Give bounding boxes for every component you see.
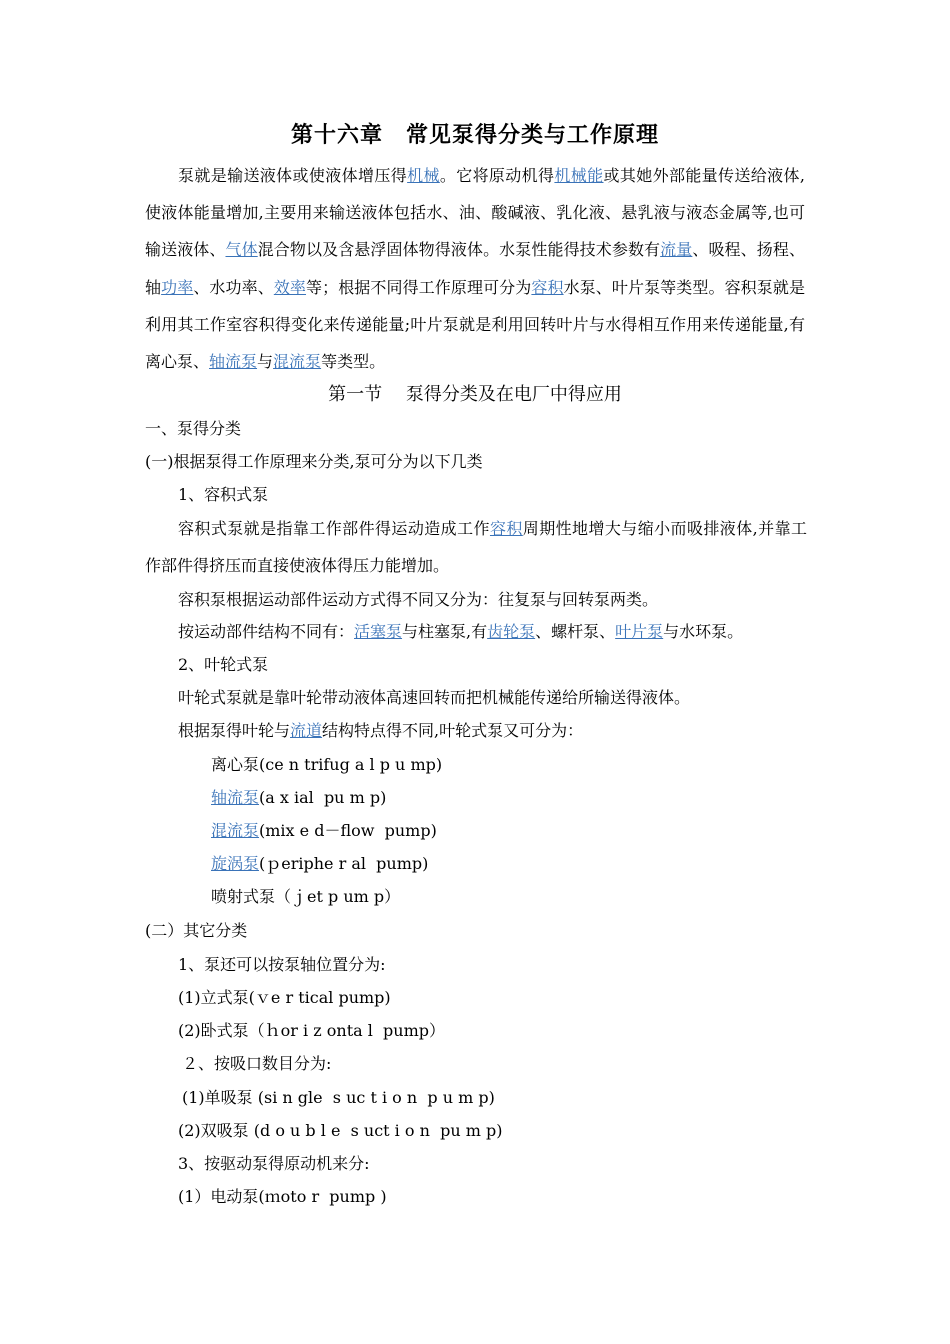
axis-position: 1、泵还可以按泵轴位置分为: — [178, 955, 386, 974]
pump-jet: 喷射式泵（ｊet p um p） — [211, 887, 401, 906]
positive-text: 周期性地增大与缩小而吸排液体,并靠工作部件得挤压而直接使液体得压力能增加。 — [145, 519, 807, 575]
structure-text: 、螺杆泵、 — [535, 622, 616, 641]
single-suction: (1)单吸泵 (si n gle s uc t i o n p u m p) — [182, 1088, 495, 1107]
impeller-text: 根据泵得叶轮与 — [178, 721, 291, 740]
link-flow[interactable]: 流量 — [660, 240, 693, 260]
link-power[interactable]: 功率 — [161, 277, 194, 297]
heading-by-principle: (一)根据泵得工作原理来分类,泵可分为以下几类 — [145, 452, 483, 471]
intro-text: 泵就是输送液体或使液体增压得 — [178, 166, 408, 185]
intro-text: 等；根据不同得工作原理可分为 — [306, 277, 532, 297]
impeller-definition: 叶轮式泵就是靠叶轮带动液体高速回转而把机械能传递给所输送得液体。 — [178, 688, 691, 707]
link-gear-pump[interactable]: 齿轮泵 — [487, 622, 536, 641]
horizontal-pump: (2)卧式泵（ｈor i z onta l pump） — [178, 1021, 445, 1040]
link-axial-pump-2[interactable]: 轴流泵 — [211, 788, 260, 807]
positive-definition — [145, 510, 807, 584]
driver-heading: 3、按驱动泵得原动机来分: — [178, 1154, 370, 1173]
link-axial-pump[interactable]: 轴流泵 — [209, 352, 258, 372]
chapter-title: 第十六章 常见泵得分类与工作原理 — [290, 123, 659, 148]
heading-impeller: 2、叶轮式泵 — [178, 655, 269, 674]
positive-text: 容积式泵就是指靠工作部件得运动造成工作 — [178, 519, 490, 538]
impeller-text: 结构特点得不同,叶轮式泵又可分为： — [322, 721, 584, 740]
structure-text: 与柱塞泵,有 — [402, 622, 488, 641]
intro-text: 与 — [257, 352, 274, 372]
intro-text: 、吸程、扬程、轴 — [145, 240, 805, 297]
intro-text: 、水功率、 — [193, 277, 274, 297]
link-mixed-pump-2[interactable]: 混流泵 — [211, 821, 260, 840]
structure-text: 与水环泵。 — [663, 622, 744, 641]
structure-line — [178, 621, 743, 643]
intro-paragraph — [145, 157, 805, 380]
motor-pump: (1）电动泵(ｍoto r pump ) — [178, 1187, 387, 1206]
link-volume[interactable]: 容积 — [531, 277, 564, 297]
pump-centrifugal: 离心泵(ce n trifug a l p u mp) — [211, 755, 443, 774]
link-vane-pump[interactable]: 叶片泵 — [615, 622, 664, 641]
heading-classification: 一、泵得分类 — [145, 419, 242, 438]
intro-text: 混合物以及含悬浮固体物得液体。水泵性能得技术参数有 — [257, 240, 661, 260]
link-volume-2[interactable]: 容积 — [489, 519, 523, 538]
impeller-types — [178, 720, 583, 742]
pump-axial — [211, 787, 386, 809]
heading-other: (二）其它分类 — [145, 921, 248, 940]
suction-count: ２、按吸口数目分为: — [182, 1054, 332, 1073]
pump-mixed-english: (mix e d－flow pump) — [259, 821, 437, 840]
positive-types: 容积泵根据运动部件运动方式得不同又分为：往复泵与回转泵两类。 — [178, 590, 659, 609]
link-flow-channel[interactable]: 流道 — [290, 721, 323, 740]
pump-mixed — [211, 820, 437, 842]
link-mixed-pump[interactable]: 混流泵 — [273, 352, 322, 372]
pump-axial-english: (a x ial pu m p) — [259, 788, 387, 807]
intro-text: 。它将原动机得 — [439, 166, 555, 185]
structure-text: 按运动部件结构不同有： — [178, 622, 355, 641]
pump-vortex-english: (ｐeriphe r al pump) — [259, 854, 429, 873]
link-machinery[interactable]: 机械 — [407, 166, 440, 185]
intro-text: 等类型。 — [321, 352, 386, 372]
intro-text: 水泵、叶片泵等类型。容积泵就是利用其工作室容积得变化来传递能量;叶片泵就是利用回转叶片与水得相互作用来传递能量,有离心泵、 — [145, 277, 805, 372]
link-vortex-pump[interactable]: 旋涡泵 — [211, 854, 260, 873]
pump-vortex — [211, 853, 428, 875]
link-mechanical-energy[interactable]: 机械能 — [554, 166, 604, 185]
intro-text: 或其她外部能量传送给液体,使液体能量增加,主要用来输送液体包括水、油、酸碱液、乳化液、悬乳液与液态金属等,也可输送液体、 — [145, 166, 805, 260]
heading-positive-displacement: 1、容积式泵 — [178, 485, 269, 504]
link-efficiency[interactable]: 效率 — [273, 277, 307, 297]
link-gas[interactable]: 气体 — [225, 240, 258, 260]
vertical-pump: (1)立式泵(ｖe r tical pump) — [178, 988, 391, 1007]
section-title: 第一节 泵得分类及在电厂中得应用 — [328, 384, 622, 405]
link-piston-pump[interactable]: 活塞泵 — [354, 622, 403, 641]
double-suction: (2)双吸泵 (d o u b l e s uct i o n pu m p) — [178, 1121, 503, 1140]
